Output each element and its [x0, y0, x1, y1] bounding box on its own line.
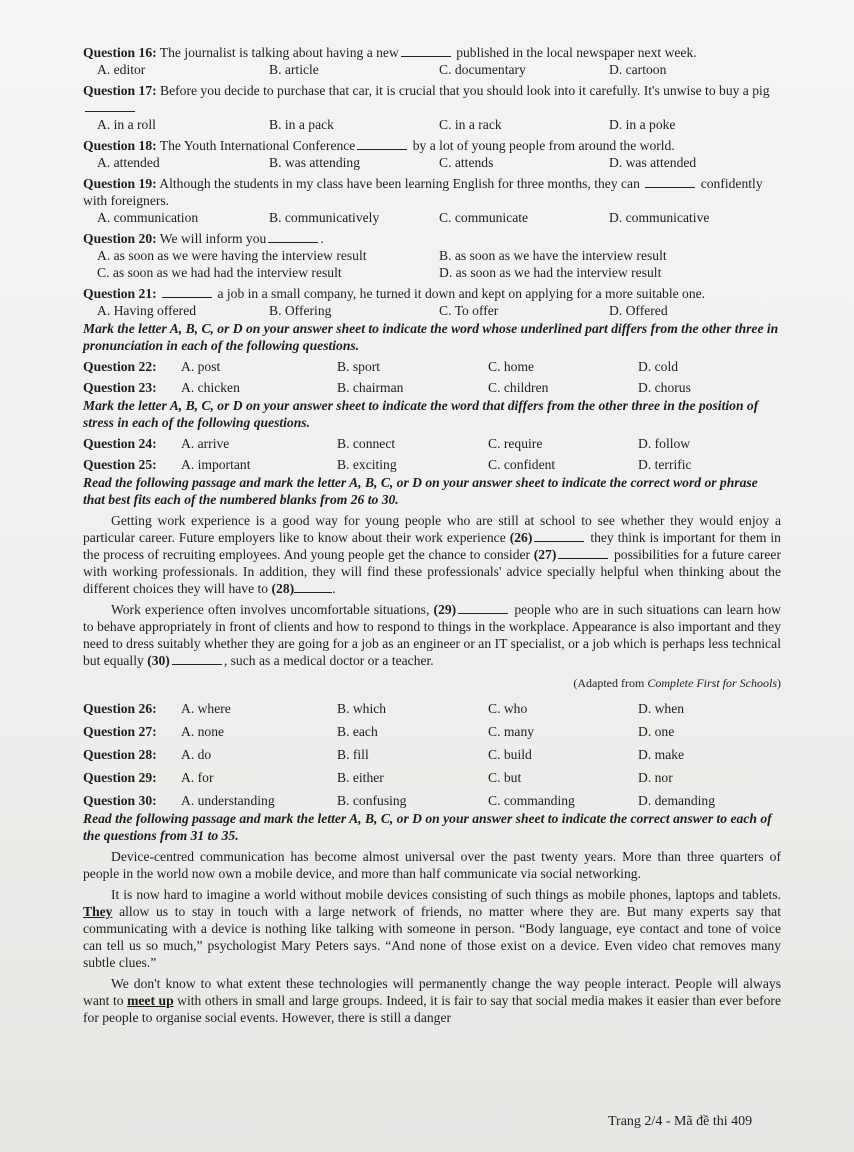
question-text: Before you decide to purchase that car, it is crucial that you should look into it carefully. It's unwise to buy a pig — [160, 83, 770, 98]
option-d[interactable]: D. as soon as we had the interview result — [439, 265, 662, 280]
question-17 — [83, 82, 781, 116]
options-21 — [83, 302, 781, 319]
question-24 — [83, 435, 781, 452]
answer-blank — [162, 297, 212, 298]
question-28 — [83, 746, 781, 763]
underlined-word-they: They — [83, 904, 113, 919]
option-b[interactable]: B. connect — [337, 436, 396, 451]
option-c[interactable]: C. many — [488, 724, 535, 739]
question-22 — [83, 358, 781, 375]
option-d[interactable]: D. one — [638, 724, 675, 739]
question-label: Question 26: — [83, 701, 157, 716]
option-a[interactable]: A. important — [181, 457, 251, 472]
question-20: Question 20: We will inform you . — [83, 231, 324, 246]
answer-blank — [534, 541, 584, 542]
question-label: Question 24: — [83, 436, 157, 451]
passage-2-paragraph-1: Device-centred communication has become almost universal over the past twenty years. More than three quarters of people in the world now own a mobile device, and more than half communicate via social networking. — [83, 849, 781, 881]
source-citation — [83, 675, 781, 692]
passage-text: possibilities for a future career with working professionals. In addition, they will find these professionals' advice specially helpful when thinking about the different choices they will have to — [83, 547, 781, 596]
option-c[interactable]: C. attends — [439, 155, 494, 170]
question-text: confidently with foreigners. — [83, 176, 763, 208]
blank-number-28: (28) — [271, 581, 295, 596]
option-a[interactable]: A. chicken — [181, 380, 240, 395]
passage-1-paragraph-1: Getting work experience is a good way for young people who are still at school to see whether they would enjoy a particular career. Future employers like to know about their work experience (26) they think is important for them in the process of recruiting employees. And young people get the chance to consider (27) possibilities for a future career with working professionals. In addition, they will find these professionals' advice specially helpful when thinking about the different choices they will have to (28) . — [83, 513, 781, 596]
option-a[interactable]: A. understanding — [181, 793, 275, 808]
option-b[interactable]: B. was attending — [269, 155, 360, 170]
passage-2-paragraph-3 — [83, 975, 781, 1026]
answer-blank — [558, 558, 608, 559]
question-29 — [83, 769, 781, 786]
option-b[interactable]: B. exciting — [337, 457, 397, 472]
option-c[interactable]: C. as soon as we had had the interview result — [97, 265, 342, 280]
option-a[interactable]: A. where — [181, 701, 231, 716]
option-c[interactable]: C. To offer — [439, 303, 499, 318]
source-prefix: (Adapted from — [573, 676, 645, 690]
option-c[interactable]: C. documentary — [439, 62, 526, 77]
instruction-passage-1: Read the following passage and mark the letter A, B, C, or D on your answer sheet to indicate the correct word or phrase that best fits each of the numbered blanks from 26 to 30. — [83, 475, 758, 507]
options-19 — [83, 209, 781, 226]
question-label: Question 28: — [83, 747, 157, 762]
options-18 — [83, 154, 781, 171]
question-label: Question 25: — [83, 457, 157, 472]
question-text: We will inform you — [159, 231, 267, 246]
question-16 — [83, 44, 781, 61]
option-b[interactable]: B. each — [337, 724, 378, 739]
option-d[interactable]: D. cartoon — [609, 62, 667, 77]
question-text: The journalist is talking about having a new — [159, 45, 399, 60]
option-b[interactable]: B. as soon as we have the interview result — [439, 248, 667, 263]
option-a[interactable]: A. as soon as we were having the interview result — [97, 248, 367, 263]
option-b[interactable]: B. chairman — [337, 380, 404, 395]
option-b[interactable]: B. Offering — [269, 303, 332, 318]
question-21 — [83, 285, 781, 302]
source-title: Complete First for Schools — [647, 676, 777, 690]
option-b[interactable]: B. article — [269, 62, 319, 77]
question-26 — [83, 700, 781, 717]
option-c[interactable]: C. communicate — [439, 210, 529, 225]
passage-text: Work experience often involves uncomfortable situations, — [111, 602, 430, 617]
option-b[interactable]: B. communicatively — [269, 210, 380, 225]
passage-text: with others in small and large groups. Indeed, it is fair to say that social media makes it easier than ever before for people to organise social events. However, there is still a danger — [83, 993, 781, 1025]
passage-text: We don't know to what extent these technologies will permanently change the way people interact. People will always want to — [83, 976, 781, 1008]
question-label: Question 29: — [83, 770, 157, 785]
passage-text: people who are in such situations can learn how to behave appropriately in front of clients and how to respond to things in the workplace. Appearance is also important and they need to dress suitably whether they are going for a job as an engineer or an IT specialist, or a job which is perhaps less technical but equally — [83, 602, 781, 668]
option-b[interactable]: B. fill — [337, 747, 369, 762]
question-label: Question 19: — [83, 176, 157, 191]
instruction-pronunciation: Mark the letter A, B, C, or D on your answer sheet to indicate the word whose underlined part differs from the other three in pronunciation in each of the following questions. — [83, 321, 779, 353]
options-16 — [83, 61, 781, 78]
exam-content — [83, 44, 781, 1026]
option-c[interactable]: C. build — [488, 747, 532, 762]
option-d[interactable]: D. nor — [638, 770, 673, 785]
passage-text: allow us to stay in touch with a large network of friends, no matter where they are. But many experts say that communicating with a device is nothing like talking with someone in person. “Body language, eye contact and tone of voice can tell us so much,” psychologist Mary Peters says. “And none of those exist on a device. Even video chat removes many subtle clues.” — [83, 904, 781, 970]
question-label: Question 21: — [83, 286, 157, 301]
question-23 — [83, 379, 781, 396]
blank-number-27: (27) — [533, 547, 557, 562]
option-d[interactable]: D. make — [638, 747, 685, 762]
option-d[interactable]: D. when — [638, 701, 685, 716]
option-c[interactable]: C. children — [488, 380, 549, 395]
question-text: by a lot of young people from around the world. — [412, 138, 675, 153]
question-text: Although the students in my class have been learning English for three months, they can — [159, 176, 640, 191]
option-d[interactable]: D. follow — [638, 436, 691, 451]
option-c[interactable]: C. who — [488, 701, 528, 716]
question-label: Question 30: — [83, 793, 157, 808]
option-b[interactable]: B. in a pack — [269, 117, 334, 132]
question-18 — [83, 137, 781, 154]
passage-text: Getting work experience is a good way for young people who are still at school to see whether they would enjoy a particular career. Future employers like to know about their work experience — [83, 513, 781, 545]
instruction-stress: Mark the letter A, B, C, or D on your answer sheet to indicate the word that differs from the other three in the position of stress in each of the following questions. — [83, 398, 759, 430]
option-b[interactable]: B. which — [337, 701, 387, 716]
option-a[interactable]: A. communication — [97, 210, 199, 225]
underlined-phrase-meet-up: meet up — [127, 993, 174, 1008]
question-27 — [83, 723, 781, 740]
option-c[interactable]: C. commanding — [488, 793, 575, 808]
option-a[interactable]: A. for — [181, 770, 214, 785]
option-c[interactable]: C. in a rack — [439, 117, 502, 132]
question-label: Question 22: — [83, 359, 157, 374]
option-a[interactable]: A. attended — [97, 155, 160, 170]
question-text: The Youth International Conference — [159, 138, 356, 153]
instruction-passage-2: Read the following passage and mark the letter A, B, C, or D on your answer sheet to indicate the correct answer to each of the questions from 31 to 35. — [83, 811, 772, 843]
answer-blank — [172, 664, 222, 665]
answer-blank — [645, 187, 695, 188]
answer-blank — [458, 613, 508, 614]
question-label: Question 18: — [83, 138, 157, 153]
question-label: Question 16: — [83, 45, 157, 60]
option-d[interactable]: D. cold — [638, 359, 679, 374]
passage-text: they think is important for them in the process of recruiting employees. And young people get the chance to consider — [83, 530, 781, 562]
option-b[interactable]: B. sport — [337, 359, 381, 374]
option-d[interactable]: D. in a poke — [609, 117, 676, 132]
blank-number-29: (29) — [433, 602, 457, 617]
passage-2-paragraph-2 — [83, 886, 781, 971]
option-d[interactable]: D. was attended — [609, 155, 697, 170]
question-30 — [83, 792, 781, 809]
question-text: published in the local newspaper next week. — [456, 45, 697, 60]
option-c[interactable]: C. but — [488, 770, 522, 785]
question-label: Question 27: — [83, 724, 157, 739]
question-label: Question 17: — [83, 83, 157, 98]
answer-blank — [294, 592, 332, 593]
option-b[interactable]: B. confusing — [337, 793, 407, 808]
source-suffix: ) — [777, 676, 781, 690]
passage-text: It is now hard to imagine a world without mobile devices consisting of such things as mobile phones, laptops and tablets. — [111, 887, 781, 902]
option-a[interactable]: A. post — [181, 359, 221, 374]
question-19 — [83, 175, 781, 209]
option-a[interactable]: A. editor — [97, 62, 146, 77]
options-17 — [83, 116, 781, 133]
option-d[interactable]: D. Offered — [609, 303, 668, 318]
answer-blank — [401, 56, 451, 57]
question-25 — [83, 456, 781, 473]
option-a[interactable]: A. do — [181, 747, 212, 762]
option-d[interactable]: D. chorus — [638, 380, 691, 395]
question-label: Question 20: — [83, 231, 157, 246]
passage-text: , such as a medical doctor or a teacher. — [223, 653, 434, 668]
page-footer: Trang 2/4 - Mã đề thi 409 — [608, 1114, 753, 1129]
answer-blank — [357, 149, 407, 150]
option-c[interactable]: C. home — [488, 359, 535, 374]
options-20 — [83, 247, 781, 281]
option-d[interactable]: D. terrific — [638, 457, 692, 472]
option-c[interactable]: C. require — [488, 436, 543, 451]
answer-blank — [85, 111, 135, 112]
question-text: a job in a small company, he turned it down and kept on applying for a more suitable one. — [217, 286, 706, 301]
option-c[interactable]: C. confident — [488, 457, 556, 472]
option-a[interactable]: A. Having offered — [97, 303, 197, 318]
blank-number-26: (26) — [509, 530, 533, 545]
answer-blank — [268, 242, 318, 243]
option-b[interactable]: B. either — [337, 770, 384, 785]
option-d[interactable]: D. demanding — [638, 793, 716, 808]
blank-number-30: (30) — [147, 653, 170, 668]
option-a[interactable]: A. none — [181, 724, 225, 739]
passage-1-paragraph-2 — [83, 601, 781, 669]
option-a[interactable]: A. arrive — [181, 436, 230, 451]
option-a[interactable]: A. in a roll — [97, 117, 156, 132]
option-d[interactable]: D. communicative — [609, 210, 710, 225]
question-label: Question 23: — [83, 380, 157, 395]
